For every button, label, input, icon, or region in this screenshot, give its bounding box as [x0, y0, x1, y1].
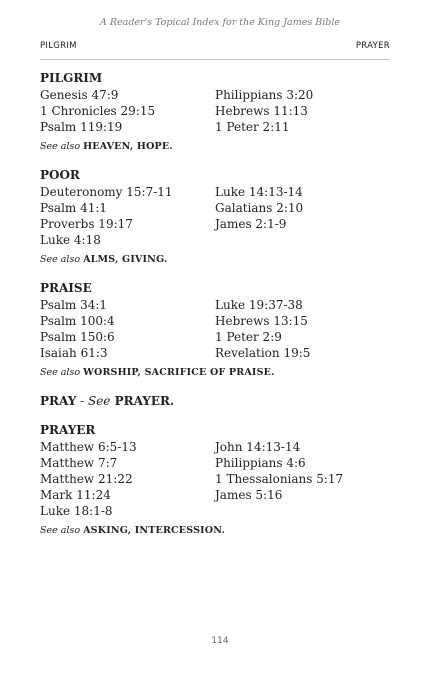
- reference: [215, 503, 400, 519]
- reference: 1 Peter 2:11: [215, 120, 290, 134]
- entry-prayer: [40, 422, 400, 538]
- reference: James 2:1-9: [215, 217, 287, 231]
- reference: Hebrews 13:15: [215, 314, 308, 328]
- reference: Genesis 47:9: [40, 88, 119, 102]
- reference: Psalm 150:6: [40, 330, 115, 344]
- entry-term: PRAISE: [40, 281, 92, 295]
- see-also: [40, 253, 400, 267]
- cross-reference-separator: -: [76, 394, 88, 408]
- reference: [215, 232, 400, 248]
- reference: Philippians 3:20: [215, 88, 314, 102]
- reference: Proverbs 19:17: [40, 217, 133, 231]
- reference: Psalm 119:19: [40, 120, 123, 134]
- entry-poor: [40, 167, 400, 267]
- see-also-lead: See also: [40, 525, 81, 536]
- page-number: 114: [211, 636, 229, 646]
- entry-term: POOR: [40, 168, 80, 182]
- reference: Galatians 2:10: [215, 201, 304, 215]
- index-entries: [40, 70, 400, 551]
- reference: Mark 11:24: [40, 488, 111, 502]
- reference: Psalm 34:1: [40, 298, 108, 312]
- reference: Matthew 21:22: [40, 472, 133, 486]
- reference: 1 Thessalonians 5:17: [215, 472, 344, 486]
- reference: Luke 4:18: [40, 233, 101, 247]
- reference: Luke 14:13-14: [215, 185, 303, 199]
- reference-list: [40, 297, 400, 361]
- reference: James 5:16: [215, 488, 283, 502]
- see-also-lead: See also: [40, 367, 81, 378]
- cross-reference-see-word: See: [87, 394, 111, 408]
- running-head-left: PILGRIM: [40, 41, 77, 51]
- see-also-lead: See also: [40, 254, 81, 265]
- see-also-topics: ALMS, GIVING.: [83, 254, 168, 265]
- reference: Luke 19:37-38: [215, 298, 303, 312]
- header-rule: [40, 59, 390, 60]
- see-also: [40, 366, 400, 380]
- entry-term: PILGRIM: [40, 71, 103, 85]
- reference: Deuteronomy 15:7-11: [40, 185, 173, 199]
- see-also-topics: WORSHIP, SACRIFICE OF PRAISE.: [83, 367, 275, 378]
- entry-pray-cross-reference: [40, 393, 400, 409]
- reference: 1 Peter 2:9: [215, 330, 282, 344]
- entry-praise: [40, 280, 400, 380]
- see-also-lead: See also: [40, 141, 81, 152]
- reference-list: [40, 87, 400, 135]
- reference-list: [40, 439, 400, 519]
- reference: Matthew 6:5-13: [40, 440, 137, 454]
- reference: Hebrews 11:13: [215, 104, 308, 118]
- reference: 1 Chronicles 29:15: [40, 104, 156, 118]
- entry-term: PRAYER: [40, 423, 96, 437]
- reference: John 14:13-14: [215, 440, 301, 454]
- reference-list: [40, 184, 400, 248]
- reference: Luke 18:1-8: [40, 504, 113, 518]
- reference: Matthew 7:7: [40, 456, 118, 470]
- see-also-topics: HEAVEN, HOPE.: [83, 141, 173, 152]
- reference: Isaiah 61:3: [40, 346, 108, 360]
- entry-pilgrim: [40, 70, 400, 154]
- see-also: [40, 524, 400, 538]
- see-also: [40, 140, 400, 154]
- reference: Philippians 4:6: [215, 456, 306, 470]
- cross-reference: [40, 393, 400, 409]
- cross-reference-target: PRAYER.: [114, 394, 175, 408]
- reference: Psalm 41:1: [40, 201, 108, 215]
- reference: Psalm 100:4: [40, 314, 115, 328]
- running-head-right: PRAYER: [355, 41, 390, 51]
- book-title: A Reader's Topical Index for the King James Bible: [100, 17, 340, 28]
- reference: Revelation 19:5: [215, 346, 311, 360]
- cross-reference-term: PRAY: [40, 394, 77, 408]
- see-also-topics: ASKING, INTERCESSION.: [83, 525, 226, 536]
